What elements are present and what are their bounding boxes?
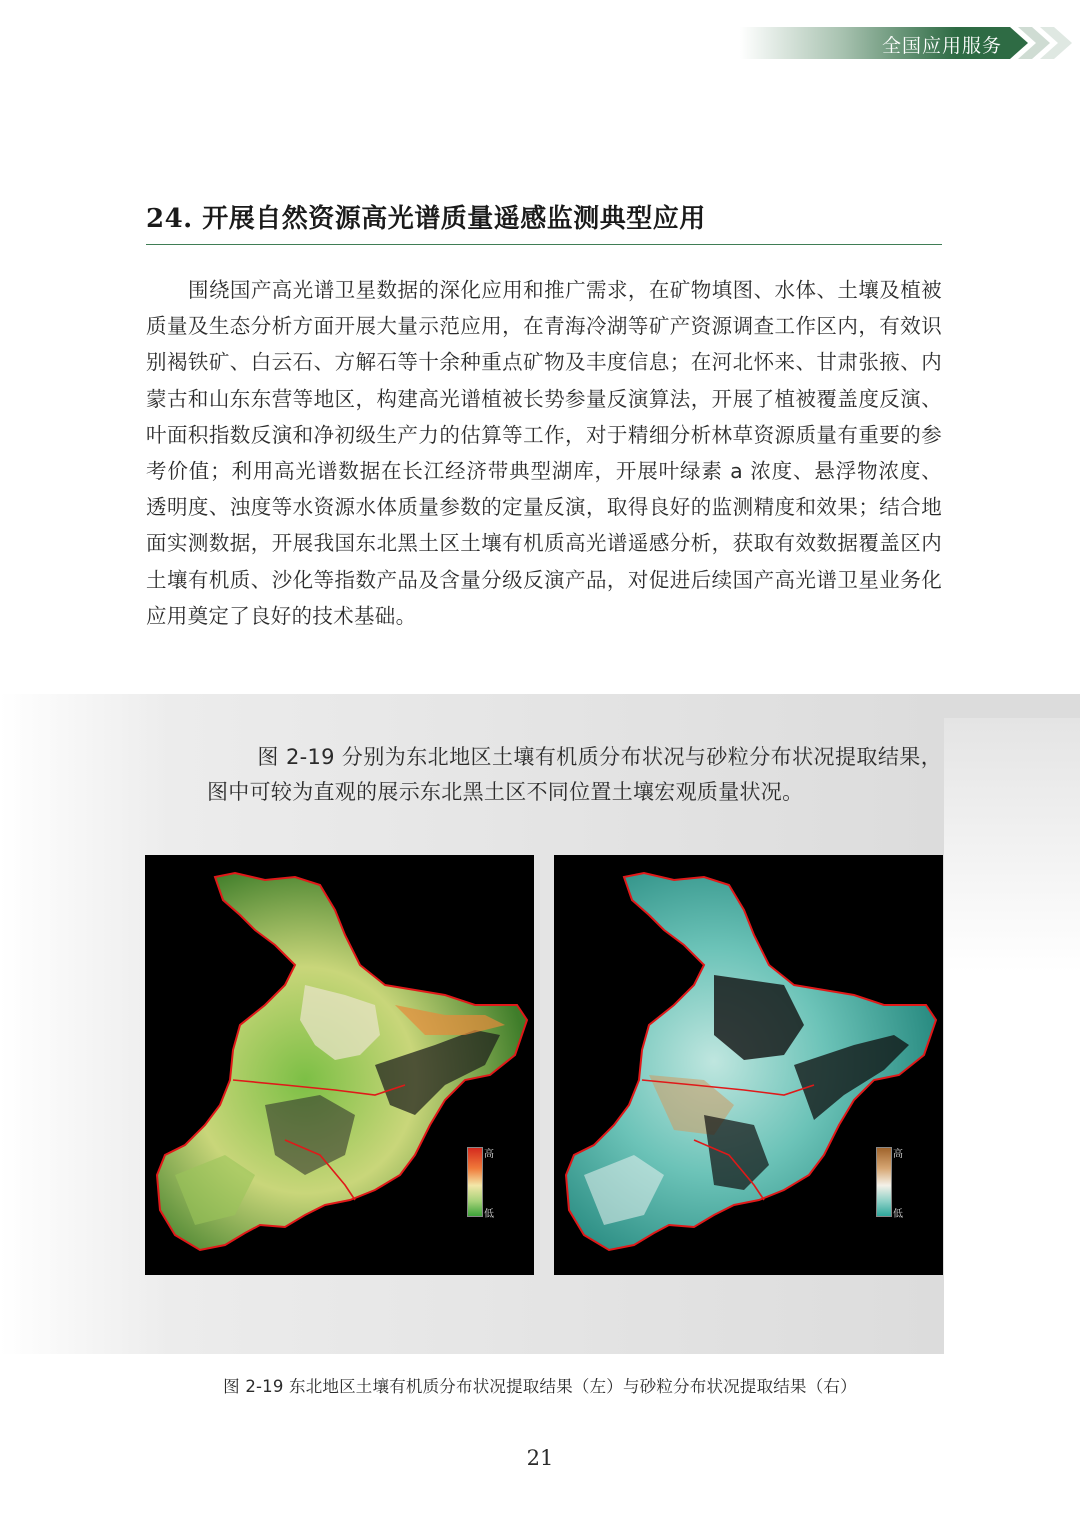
left-legend-bar	[467, 1147, 483, 1217]
figure-panel-fade	[944, 718, 1080, 1354]
left-legend-low-label: 低	[484, 1209, 494, 1220]
right-legend-low-label: 低	[893, 1209, 903, 1220]
header-section-label: 全国应用服务	[881, 35, 1002, 57]
left-legend-high-label: 高	[484, 1149, 494, 1160]
header-banner	[740, 27, 1080, 59]
right-legend-bar	[876, 1147, 892, 1217]
title-divider	[146, 244, 942, 245]
sand-distribution-map	[554, 855, 943, 1275]
right-legend-high-label: 高	[893, 1149, 903, 1160]
body-paragraph: 围绕国产高光谱卫星数据的深化应用和推广需求，在矿物填图、水体、土壤及植被质量及生态分析方面开展大量示范应用，在青海冷湖等矿产资源调查工作区内，有效识别褐铁矿、白云石、方解石等十余种重点矿物及丰度信息；在河北怀来、甘肃张掖、内蒙古和山东东营等地区，构建高光谱植被长势参量反演算法，开展了植被覆盖度反演、叶面积指数反演和净初级生产力的估算等工作，对于精细分析林草资源质量有重要的参考价值；利用高光谱数据在长江经济带典型湖库，开展叶绿素 a 浓度、悬浮物浓度、透明度、浊度等水资源水体质量参数的定量反演，取得良好的监测精度和效果；结合地面实测数据，开展我国东北黑土区土壤有机质高光谱遥感分析，获取有效数据覆盖区内土壤有机质、沙化等指数产品及含量分级反演产品，对促进后续国产高光谱卫星业务化应用奠定了良好的技术基础。	[146, 278, 942, 628]
soil-organic-matter-map	[145, 855, 534, 1275]
figure-intro-text: 图 2-19 分别为东北地区土壤有机质分布状况与砂粒分布状况提取结果，图中可较为直观的展示东北黑土区不同位置土壤宏观质量状况。	[207, 745, 942, 804]
section-title: 24. 开展自然资源高光谱质量遥感监测典型应用	[146, 204, 706, 234]
page-number: 21	[526, 1446, 554, 1470]
figure-panel-edge	[944, 694, 1080, 718]
figure-caption: 图 2-19 东北地区土壤有机质分布状况提取结果（左）与砂粒分布状况提取结果（右）	[223, 1377, 857, 1396]
